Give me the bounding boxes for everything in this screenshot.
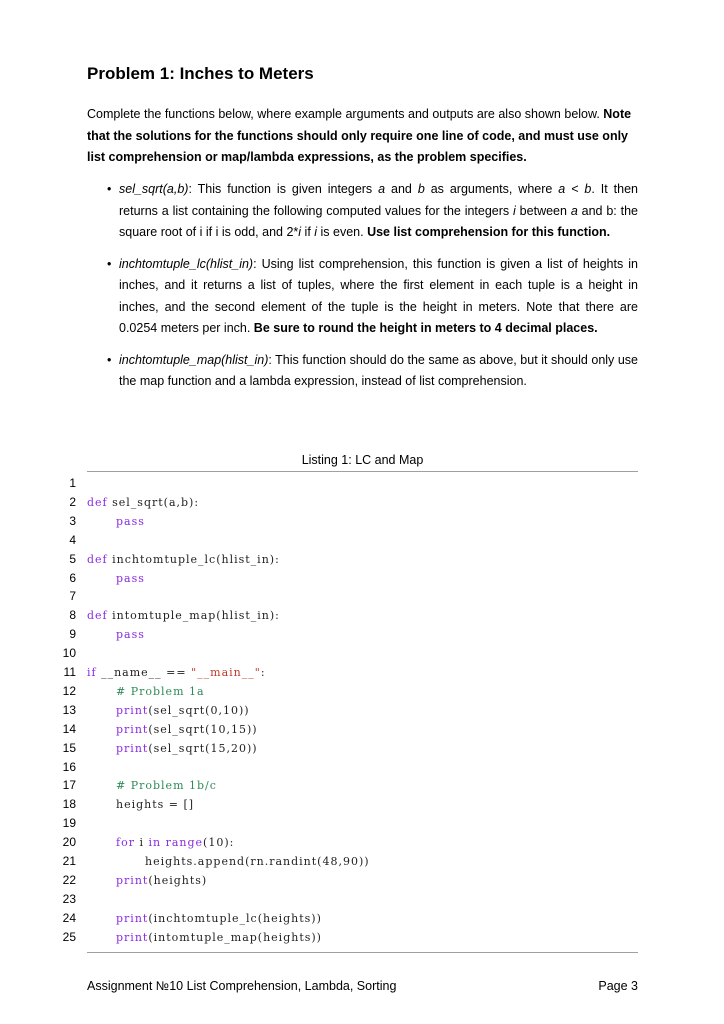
requirement-text: i — [298, 225, 302, 239]
code-line — [87, 553, 280, 566]
code-keyword: print — [116, 874, 149, 887]
line-number: 3 — [69, 514, 76, 528]
code-comment: # Problem 1b/c — [116, 779, 217, 792]
requirement-text: between — [515, 203, 571, 218]
code-keyword: pass — [116, 515, 145, 528]
requirement-item — [107, 350, 638, 393]
requirement-text: is even. — [317, 225, 368, 239]
listing-bottom-rule — [87, 952, 638, 953]
listing-top-rule — [87, 471, 638, 472]
code-text: (sel_sqrt(15,20)) — [148, 742, 258, 755]
line-number: 1 — [69, 476, 76, 490]
code-keyword: print — [116, 912, 149, 925]
code-line — [116, 931, 322, 944]
code-line — [87, 609, 280, 622]
requirement-text: : This function is given integers — [188, 182, 379, 196]
code-text: (10): — [203, 836, 235, 849]
code-keyword: def — [87, 496, 108, 509]
code-line — [116, 723, 258, 736]
line-number: 25 — [62, 930, 76, 944]
requirement-text: a — [570, 203, 578, 218]
code-text: __name__ == — [96, 666, 192, 679]
code-comment: # Problem 1a — [116, 685, 205, 698]
code-line — [116, 742, 258, 755]
line-number: 8 — [69, 608, 76, 622]
requirements-list — [107, 179, 638, 403]
requirement-text: inchtomtuple_map(hlist_in) — [119, 352, 269, 367]
code-line — [87, 496, 199, 509]
code-keyword: pass — [116, 572, 145, 585]
intro-bold-note: Note that the solutions for the functions should only require one line of code, and must use only list comprehension or map/lambda expressions, as the problem specifies. — [87, 107, 632, 164]
problem-title: Problem 1: Inches to Meters — [87, 64, 314, 83]
code-line — [116, 628, 145, 641]
code-line — [116, 779, 217, 792]
code-line — [116, 912, 322, 925]
code-text: : — [260, 666, 266, 679]
line-number: 19 — [62, 816, 76, 830]
requirement-text: : This function should do the same as above, but it should only use the map function and a lambda expression, instead of list comprehension. — [119, 352, 638, 388]
requirement-text: a < b — [558, 182, 592, 196]
code-text: (intomtuple_map(heights)) — [148, 931, 322, 944]
code-keyword: if — [87, 666, 97, 679]
code-keyword: print — [116, 931, 149, 944]
requirement-item — [107, 179, 638, 244]
code-line — [116, 572, 145, 585]
requirement-text: as arguments, where — [424, 182, 559, 196]
line-number: 17 — [62, 778, 76, 792]
intro-text: Complete the functions below, where example arguments and outputs are also shown below. — [87, 107, 604, 121]
requirement-text: i — [314, 225, 318, 239]
listing-caption: Listing 1: LC and Map — [301, 453, 424, 467]
line-number: 13 — [62, 703, 76, 717]
line-number: 16 — [62, 760, 76, 774]
code-line — [116, 798, 194, 811]
line-number: 7 — [69, 589, 76, 603]
requirement-text: b — [417, 182, 425, 196]
code-keyword: pass — [116, 628, 145, 641]
code-text: (sel_sqrt(0,10)) — [148, 704, 250, 717]
code-text: inchtomtuple_lc(hlist_in): — [107, 553, 280, 566]
code-line — [87, 666, 266, 679]
requirement-text: sel_sqrt(a,b) — [119, 182, 189, 196]
code-keyword: print — [116, 704, 149, 717]
code-line — [116, 515, 145, 528]
requirement-text: Be sure to round the height in meters to 4 decimal places. — [253, 321, 598, 335]
requirement-text: and — [385, 182, 418, 196]
line-number: 23 — [62, 892, 76, 906]
requirement-text: if — [301, 225, 315, 239]
code-text: (heights) — [148, 874, 208, 887]
code-text: i — [134, 836, 149, 849]
line-number: 5 — [69, 552, 76, 566]
code-keyword: def — [87, 609, 108, 622]
line-number: 6 — [69, 571, 76, 585]
requirement-text: Use list comprehension for this function. — [367, 225, 611, 239]
requirement-text: : Using list comprehension, this function is given a list of heights in inches, and it returns a list of tuples, where the first element in each tuple is a height in inches, and the second element of the tuple is the height in meters. Note that there are 0.0254 meters per inch. — [119, 256, 638, 335]
line-number: 2 — [69, 495, 76, 509]
requirement-text: . It then returns a list containing the following computed values for the integers — [119, 182, 638, 218]
code-text: heights.append(rn.randint(48,90)) — [145, 855, 370, 868]
bullet-marker: • — [107, 182, 112, 196]
line-number: 20 — [62, 835, 76, 849]
line-number: 4 — [69, 533, 76, 547]
code-string: "__main__" — [191, 666, 261, 679]
code-keyword: print — [116, 742, 149, 755]
footer-page-number: Page 3 — [598, 979, 638, 993]
line-number: 14 — [62, 722, 76, 736]
code-text: heights = [] — [116, 798, 195, 811]
requirement-item — [107, 254, 638, 340]
line-number: 11 — [63, 665, 76, 679]
code-line — [116, 685, 205, 698]
code-line — [145, 855, 370, 868]
line-number: 9 — [69, 627, 76, 641]
requirement-text: a — [378, 182, 386, 196]
code-line — [116, 836, 234, 849]
line-number: 10 — [62, 646, 76, 660]
requirement-text: inchtomtuple_lc(hlist_in) — [119, 256, 254, 271]
line-number: 21 — [62, 854, 76, 868]
code-text: (sel_sqrt(10,15)) — [148, 723, 258, 736]
code-line — [116, 874, 207, 887]
line-number: 18 — [62, 797, 76, 811]
code-text: sel_sqrt(a,b): — [107, 496, 200, 509]
bullet-marker: • — [107, 256, 112, 271]
line-number: 12 — [62, 684, 76, 698]
problem-intro — [87, 104, 638, 169]
code-keyword: in — [148, 836, 162, 849]
code-keyword: print — [116, 723, 149, 736]
footer-assignment-title: Assignment №10 List Comprehension, Lambda, Sorting — [87, 979, 397, 993]
bullet-marker: • — [107, 352, 112, 367]
line-number: 22 — [62, 873, 76, 887]
code-keyword: for — [116, 836, 135, 849]
requirement-text: i — [513, 203, 516, 218]
code-keyword: range — [165, 836, 204, 849]
line-number: 15 — [62, 741, 76, 755]
line-number: 24 — [62, 911, 76, 925]
code-text: (inchtomtuple_lc(heights)) — [148, 912, 322, 925]
code-text: intomtuple_map(hlist_in): — [107, 609, 280, 622]
requirement-text: and b: the square root of i if i is odd, and 2* — [119, 203, 638, 239]
code-keyword: def — [87, 553, 108, 566]
code-line — [116, 704, 250, 717]
